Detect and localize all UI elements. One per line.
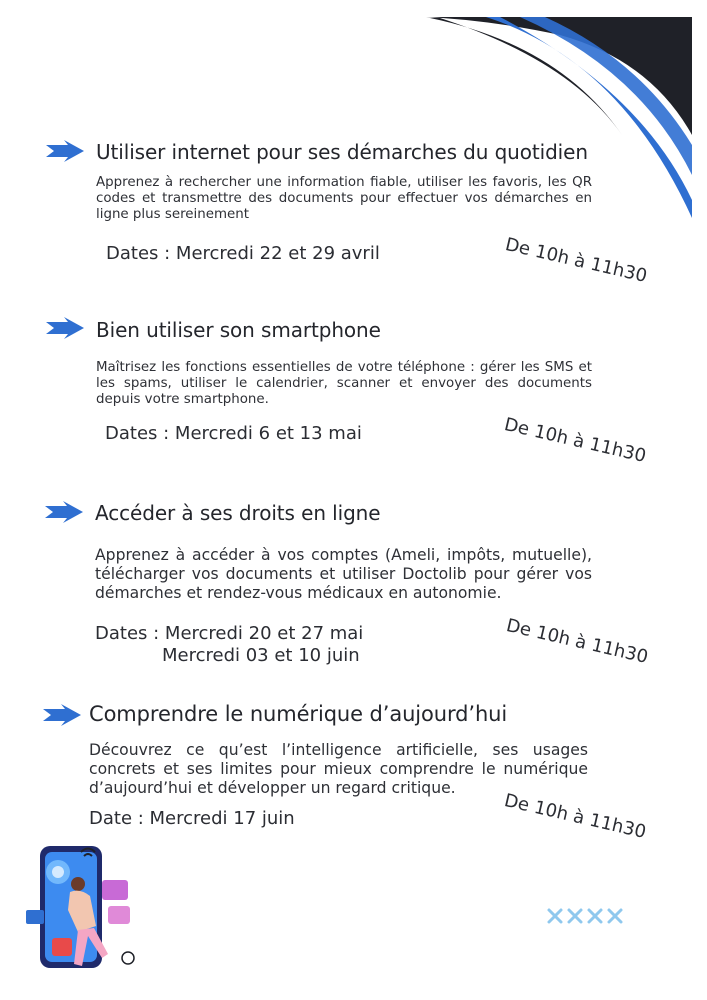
section-title: Bien utiliser son smartphone — [96, 318, 381, 342]
section-description: Découvrez ce qu’est l’intelligence artificielle, ses usages concrets et ses limites pour mieux comprendre le numérique d’aujourd’hui et développer un regard critique. — [89, 741, 588, 797]
section-time: De 10h à 11h30 — [502, 790, 648, 844]
cross-pattern-icon — [546, 907, 628, 927]
section-time: De 10h à 11h30 — [502, 414, 648, 468]
arrow-right-icon — [45, 501, 83, 523]
section-dates — [106, 243, 380, 265]
arrow-right-icon — [43, 704, 81, 726]
date-line: Date : Mercredi 17 juin — [89, 808, 295, 829]
date-line: Dates : Mercredi 22 et 29 avril — [106, 243, 380, 264]
section-dates — [89, 808, 295, 830]
date-line: Mercredi 03 et 10 juin — [162, 645, 360, 666]
arrow-right-icon — [46, 317, 84, 339]
section-title: Comprendre le numérique d’aujourd’hui — [89, 702, 508, 726]
section-dates — [105, 423, 362, 445]
section-dates — [95, 623, 363, 667]
section-description: Apprenez à rechercher une information fiable, utiliser les favoris, les QR codes et transmettre des documents pour effectuer vos démarches en ligne plus sereinement — [96, 175, 592, 222]
arrow-right-icon — [46, 140, 84, 162]
section-description: Maîtrisez les fonctions essentielles de votre téléphone : gérer les SMS et les spams, utiliser le calendrier, scanner et envoyer des documents depuis votre smartphone. — [96, 360, 592, 407]
section-time: De 10h à 11h30 — [504, 615, 650, 669]
smartphone-illustration — [18, 840, 144, 980]
section-time: De 10h à 11h30 — [503, 234, 649, 288]
section-description: Apprenez à accéder à vos comptes (Ameli, impôts, mutuelle), télécharger vos documents et utiliser Doctolib pour gérer vos démarches et rendez-vous médicaux en autonomie. — [95, 546, 592, 602]
date-line: Dates : Mercredi 6 et 13 mai — [105, 423, 362, 444]
section-title: Accéder à ses droits en ligne — [95, 501, 381, 525]
date-line: Dates : Mercredi 20 et 27 mai — [95, 623, 364, 644]
section-title: Utiliser internet pour ses démarches du quotidien — [96, 140, 588, 164]
